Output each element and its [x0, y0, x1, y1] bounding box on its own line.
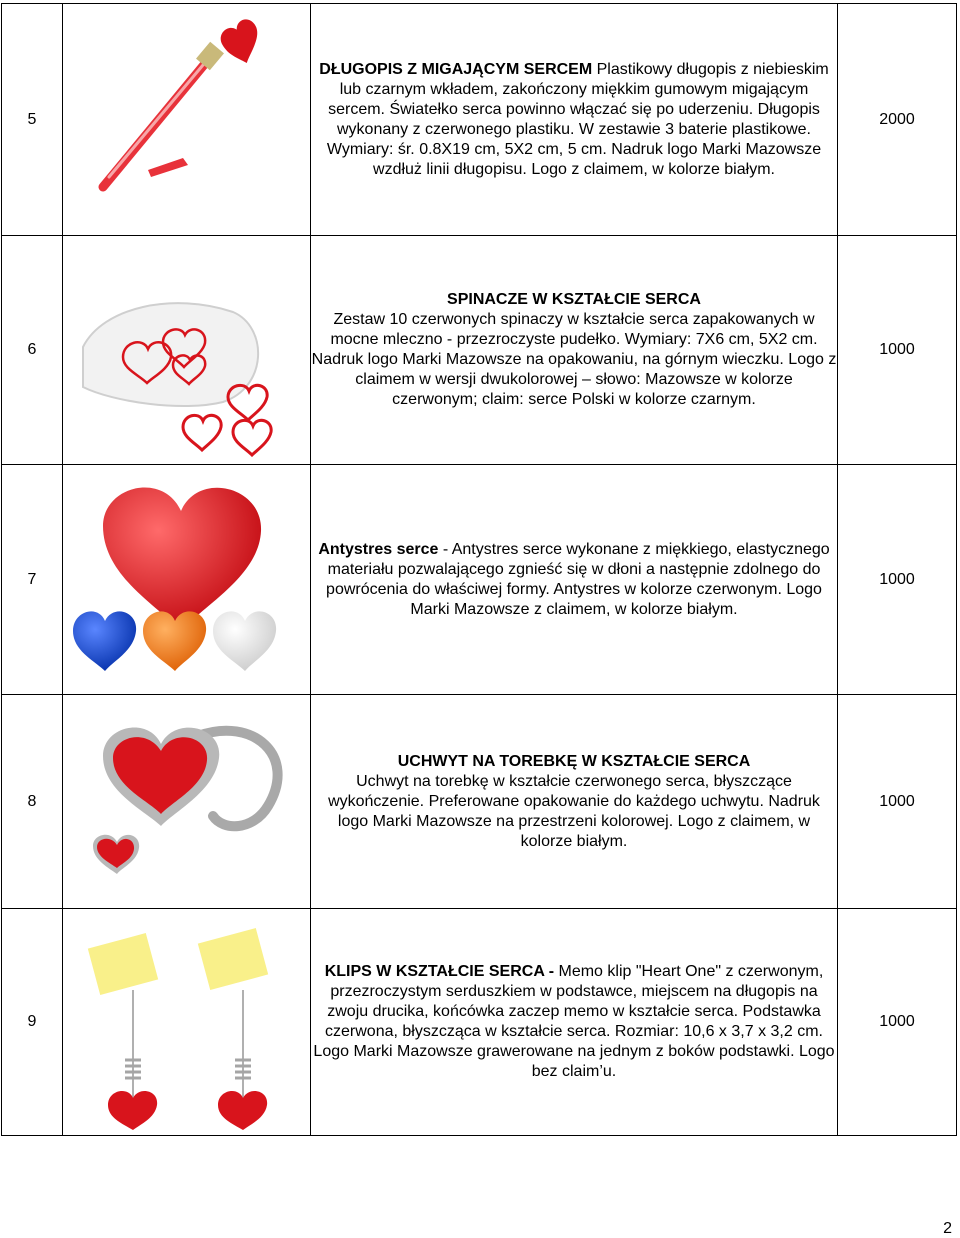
- product-description: [311, 909, 838, 1136]
- heart-paperclips-image: [63, 237, 310, 464]
- product-text: Memo klip "Heart One" z czerwonym, przezroczystym serduszkiem w podstawce, miejscem na długopis na zwoju drucika, końcówka zaczep memo w kształcie serca. Podstawka czerwona, błyszcząca w kształcie serca. Rozmiar: 10,6 x 3,7 x 3,2 cm. Logo Marki Mazowsze grawerowane na jednym z boków podstawki. Logo bez claim’u.: [313, 963, 835, 1080]
- table-row: [2, 236, 957, 465]
- product-quantity: 1000: [838, 236, 957, 465]
- product-title: DŁUGOPIS Z MIGAJĄCYM SERCEM: [319, 60, 593, 78]
- row-number: 7: [2, 465, 63, 695]
- table-row: [2, 695, 957, 909]
- product-text: Plastikowy długopis z niebieskim lub czarnym wkładem, zakończony miękkim gumowym migającym sercem. Światełko serca powinno włączać się po uderzeniu. Długopis wykonany z czerwonego plastiku. W zestawie 3 baterie plastikowe. Wymiary: śr. 0.8X19 cm, 5X2 cm, 5 cm. Nadruk logo Marki Mazowsze wzdłuż linii długopisu. Logo z claimem, w kolorze białym.: [326, 60, 829, 178]
- product-text: Zestaw 10 czerwonych spinaczy w kształcie serca zapakowanych w mocne mleczno - przezroczyste pudełko. Wymiary: 7X6 cm, 5X2 cm. Nadruk logo Marki Mazowsze na opakowaniu, na górnym wieczku. Logo z claimem w wersji dwukolorowej – słowo: Mazowsze w kolorze czerwonym; claim: serce Polski w kolorze czarnym.: [311, 311, 837, 408]
- product-description: [311, 695, 838, 909]
- product-image-cell: [63, 465, 311, 695]
- row-number: 6: [2, 236, 63, 465]
- product-description: [311, 236, 838, 465]
- row-number: 5: [2, 4, 63, 236]
- bag-hanger-image: [63, 696, 310, 908]
- stress-heart-image: [63, 466, 310, 694]
- product-quantity: 1000: [838, 695, 957, 909]
- table-row: [2, 4, 957, 236]
- product-image-cell: [63, 236, 311, 465]
- product-image-cell: [63, 4, 311, 236]
- product-title: UCHWYT NA TOREBKĘ W KSZTAŁCIE SERCA: [397, 752, 751, 770]
- row-number: 9: [2, 909, 63, 1136]
- product-image-cell: [63, 695, 311, 909]
- product-text: Uchwyt na torebkę w kształcie czerwonego serca, błyszczące wykończenie. Preferowane opakowanie do każdego uchwytu. Nadruk logo Marki Mazowsze na przestrzeni kolorowej. Logo z claimem, w kolorze białym.: [328, 772, 820, 850]
- product-quantity: 1000: [838, 465, 957, 695]
- row-number: 8: [2, 695, 63, 909]
- product-description: [311, 465, 838, 695]
- table-row: [2, 909, 957, 1136]
- product-quantity: 1000: [838, 909, 957, 1136]
- product-title: KLIPS W KSZTAŁCIE SERCA -: [324, 963, 555, 980]
- product-table: [1, 3, 957, 1136]
- product-quantity: 2000: [838, 4, 957, 236]
- product-title: Antystres serce: [318, 540, 439, 558]
- product-title: SPINACZE W KSZTAŁCIE SERCA: [447, 291, 701, 308]
- table-row: [2, 465, 957, 695]
- product-image-cell: [63, 909, 311, 1136]
- page-number: 2: [943, 1220, 952, 1237]
- heart-pen-image: [63, 5, 310, 235]
- memo-clip-image: [63, 910, 310, 1135]
- product-description: [311, 4, 838, 236]
- product-text: - Antystres serce wykonane z miękkiego, elastycznego materiału pozwalającego zgnieść się w dłoni a następnie zdolnego do powrócenia do właściwej formy. Antystres w kolorze czerwonym. Logo Marki Mazowsze z claimem, w kolorze białym.: [326, 540, 830, 618]
